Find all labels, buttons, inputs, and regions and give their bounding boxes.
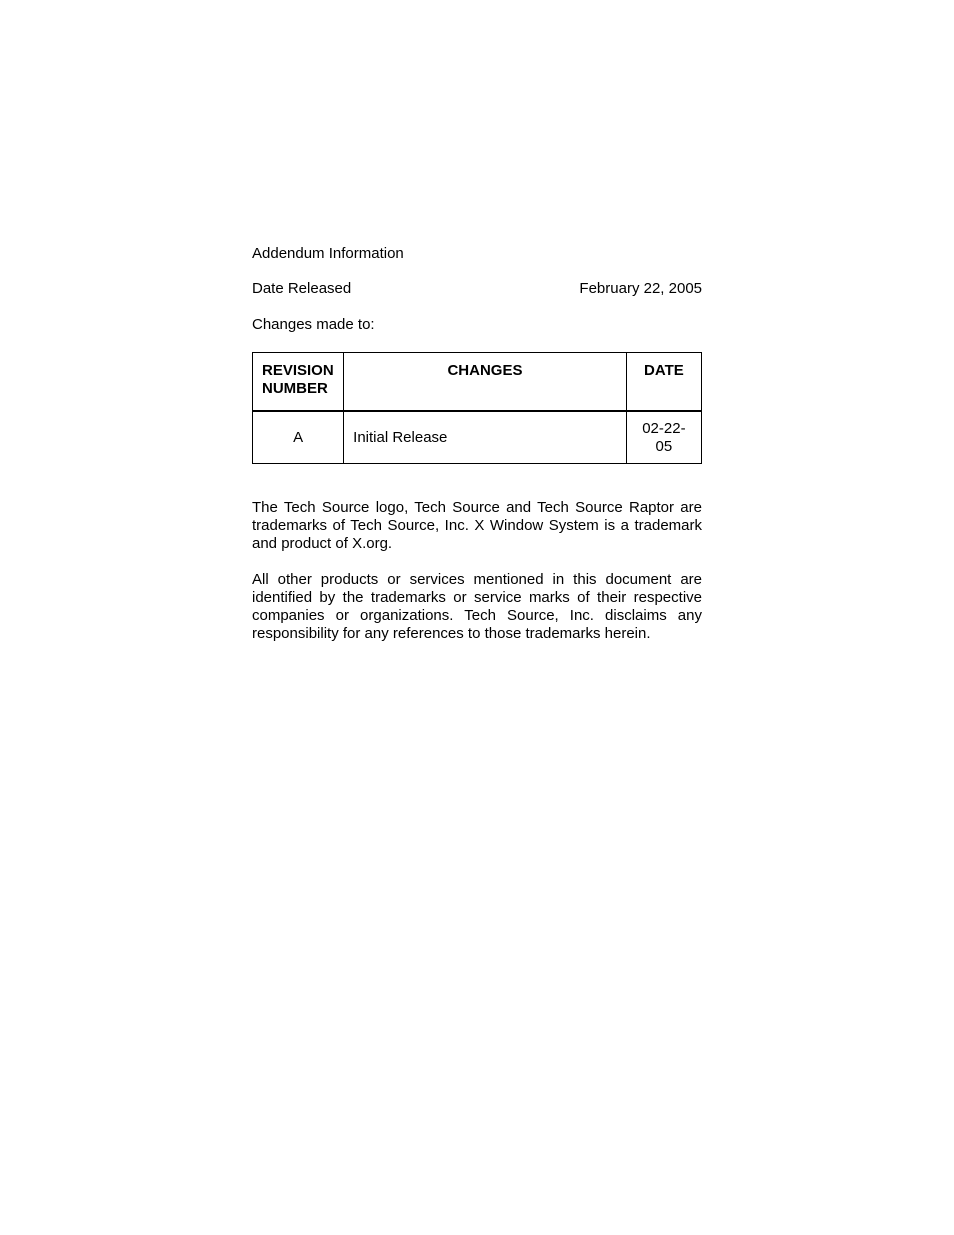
addendum-section — [252, 245, 702, 658]
header-changes: CHANGES — [344, 353, 627, 412]
header-revision-line1: REVISION — [262, 362, 334, 379]
header-date: DATE — [626, 353, 701, 412]
date-released-row — [252, 280, 702, 298]
table-row — [253, 411, 702, 464]
addendum-title: Addendum Information — [252, 245, 404, 262]
trademark-paragraph: The Tech Source logo, Tech Source and Tech Source Raptor are trademarks of Tech Source, Inc. X Window System is a trademark and product of X.org. — [252, 499, 702, 552]
cell-date: 02-22-05 — [626, 411, 701, 464]
header-revision-line2: NUMBER — [262, 380, 328, 397]
date-released-label: Date Released — [252, 280, 352, 297]
changes-made-label: Changes made to: — [252, 316, 375, 333]
revision-table-header-row — [253, 353, 702, 412]
header-revision-number — [253, 353, 344, 412]
cell-changes: Initial Release — [344, 411, 627, 464]
revision-table — [252, 352, 702, 464]
date-released-value: February 22, 2005 — [579, 280, 702, 297]
cell-revision: A — [253, 411, 344, 464]
disclaimer-paragraph: All other products or services mentioned in this document are identified by the trademarks or service marks of their respective companies or organizations. Tech Source, Inc. disclaims any responsibility for any references to those trademarks herein. — [252, 571, 702, 642]
